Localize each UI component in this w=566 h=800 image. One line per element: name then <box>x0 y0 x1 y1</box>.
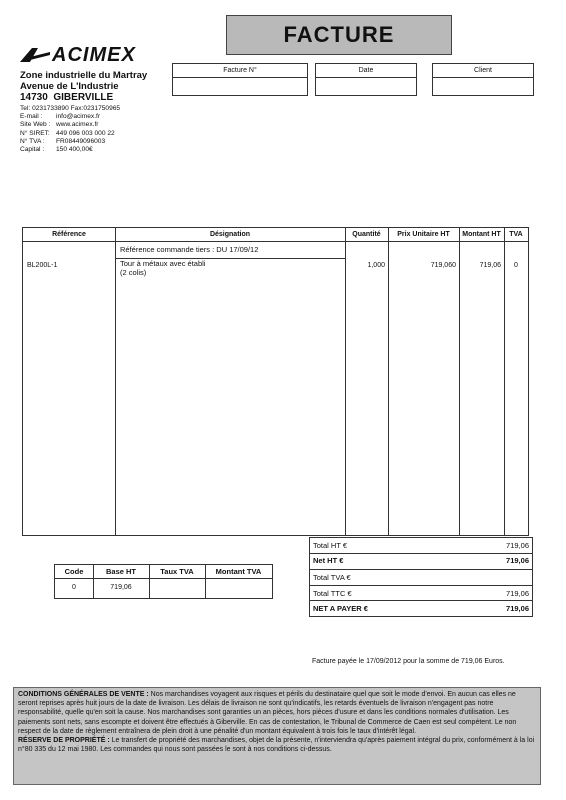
tva-table <box>54 564 273 599</box>
city: GIBERVILLE <box>53 92 114 103</box>
document-title <box>226 15 452 55</box>
company-logo <box>18 44 158 66</box>
net-a-payer-label: NET A PAYER € <box>313 604 368 613</box>
net-a-payer-row <box>310 600 532 616</box>
net-ht-label: Net HT € <box>313 556 344 565</box>
address-line2: Avenue de L'Industrie <box>20 81 119 92</box>
row-designation-line2: (2 colis) <box>120 268 147 277</box>
total-ttc-label: Total TTC € <box>313 589 352 598</box>
divider <box>205 565 206 598</box>
total-ht-label: Total HT € <box>313 541 348 550</box>
logo-mark-icon <box>18 46 52 64</box>
order-reference: Référence commande tiers : DU 17/09/12 <box>120 245 259 254</box>
conditions-box <box>13 687 541 785</box>
row-tva: 0 <box>514 262 518 269</box>
total-tva-label: Total TVA € <box>313 573 351 582</box>
capital: 150 400,00€ <box>56 146 93 154</box>
net-ht-value: 719,06 <box>506 556 529 565</box>
col-montant: Montant HT <box>459 228 504 242</box>
reserve-title: RÉSERVE DE PROPRIÉTÉ : <box>18 737 110 745</box>
divider <box>93 565 94 598</box>
tva-row-code: 0 <box>72 584 76 591</box>
total-ttc-row <box>310 585 532 601</box>
cgv-title: CONDITIONS GÉNÉRALES DE VENTE : <box>18 691 149 698</box>
capital-label: Capital : <box>20 146 45 154</box>
document-title-text: FACTURE <box>283 22 395 47</box>
table-row <box>23 228 528 535</box>
items-table <box>22 227 529 536</box>
tva-number: FR08449096003 <box>56 137 106 145</box>
row-reference: BL200L-1 <box>27 262 58 269</box>
postcode: 14730 <box>20 92 48 103</box>
site: www.acimex.fr <box>56 121 99 129</box>
total-ttc-value: 719,06 <box>506 589 529 598</box>
col-quantite: Quantité <box>345 228 388 242</box>
reserve-paragraph <box>18 736 536 754</box>
company-contact <box>20 105 120 154</box>
company-address <box>20 70 147 103</box>
siret-label: N° SIRET: <box>20 129 50 137</box>
tel-fax: Tel: 0231733890 Fax:0231750965 <box>20 105 121 112</box>
row-quantite: 1,000 <box>367 262 385 269</box>
date-label: Date <box>316 64 416 78</box>
logo-text: ACIMEX <box>52 43 136 66</box>
address-line1: Zone industrielle du Martray <box>20 70 148 81</box>
row-prix: 719,060 <box>430 262 456 269</box>
email: info@acimex.fr <box>56 113 101 121</box>
tva-col-code: Code <box>55 565 93 579</box>
payment-note: Facture payée le 17/09/2012 pour la somme de 719,06 Euros. <box>312 658 505 665</box>
client-box <box>432 63 534 96</box>
address-city-line <box>20 92 147 103</box>
divider <box>149 565 150 598</box>
email-label: E-mail : <box>20 113 43 121</box>
col-reference: Référence <box>23 228 115 242</box>
reserve-text: Le transfert de propriété des marchandises, objet de la présente, n'interviendra qu'après paiement intégral du prix, conformément à la loi n°80 335 du 12 mai 1980. Les commandes qui nous sont passées le sont à nos conditions ci-dessus. <box>18 737 535 754</box>
net-ht-row <box>310 553 532 568</box>
col-designation: Désignation <box>115 228 345 242</box>
col-prix: Prix Unitaire HT <box>388 228 459 242</box>
siret: 449 096 003 000 22 <box>56 129 115 137</box>
facture-number-box <box>172 63 308 96</box>
site-label: Site Web : <box>20 121 51 129</box>
net-a-payer-value: 719,06 <box>506 604 529 613</box>
col-tva: TVA <box>504 228 528 242</box>
date-box <box>315 63 417 96</box>
cgv-text: Nos marchandises voyagent aux risques et périls du destinataire quel que soit le mode d'envoi. En aucun cas elles ne seront reprises après huit jours de la date de livraison. Les délais de livraison ne sont qu'indicatifs, les retards éventuels de livraison n'engagent pas notre responsabilité, quelle qu'en soit la cause. Nos marchandises sont garanties un an pièces, hors pièces d'usure et dans les conditions normales d'utilisation. Les paiements sont nets, sans escompte et doivent être effectués à Giberville. En cas de contestation, le Tribunal de Commerce de Caen est seul compétent. Le non respect de la date de règlement entraînera de plein droit à une pénalité d'un montant équivalent à trois fois le taux d'intérêt légal. <box>18 691 517 735</box>
total-ht-row <box>310 538 532 554</box>
tva-label: N° TVA : <box>20 137 45 145</box>
totals-box <box>309 537 533 617</box>
row-montant: 719,06 <box>479 262 501 269</box>
total-ht-value: 719,06 <box>506 541 529 550</box>
total-tva-row <box>310 569 532 585</box>
cgv-paragraph <box>18 690 536 736</box>
client-label: Client <box>433 64 533 78</box>
tva-col-base: Base HT <box>93 565 149 579</box>
row-designation-line1: Tour à métaux avec établi <box>120 259 206 268</box>
facture-number-label: Facture N° <box>173 64 307 78</box>
tva-col-montant: Montant TVA <box>205 565 272 579</box>
tva-row-base: 719,06 <box>110 584 132 591</box>
tva-col-taux: Taux TVA <box>149 565 205 579</box>
